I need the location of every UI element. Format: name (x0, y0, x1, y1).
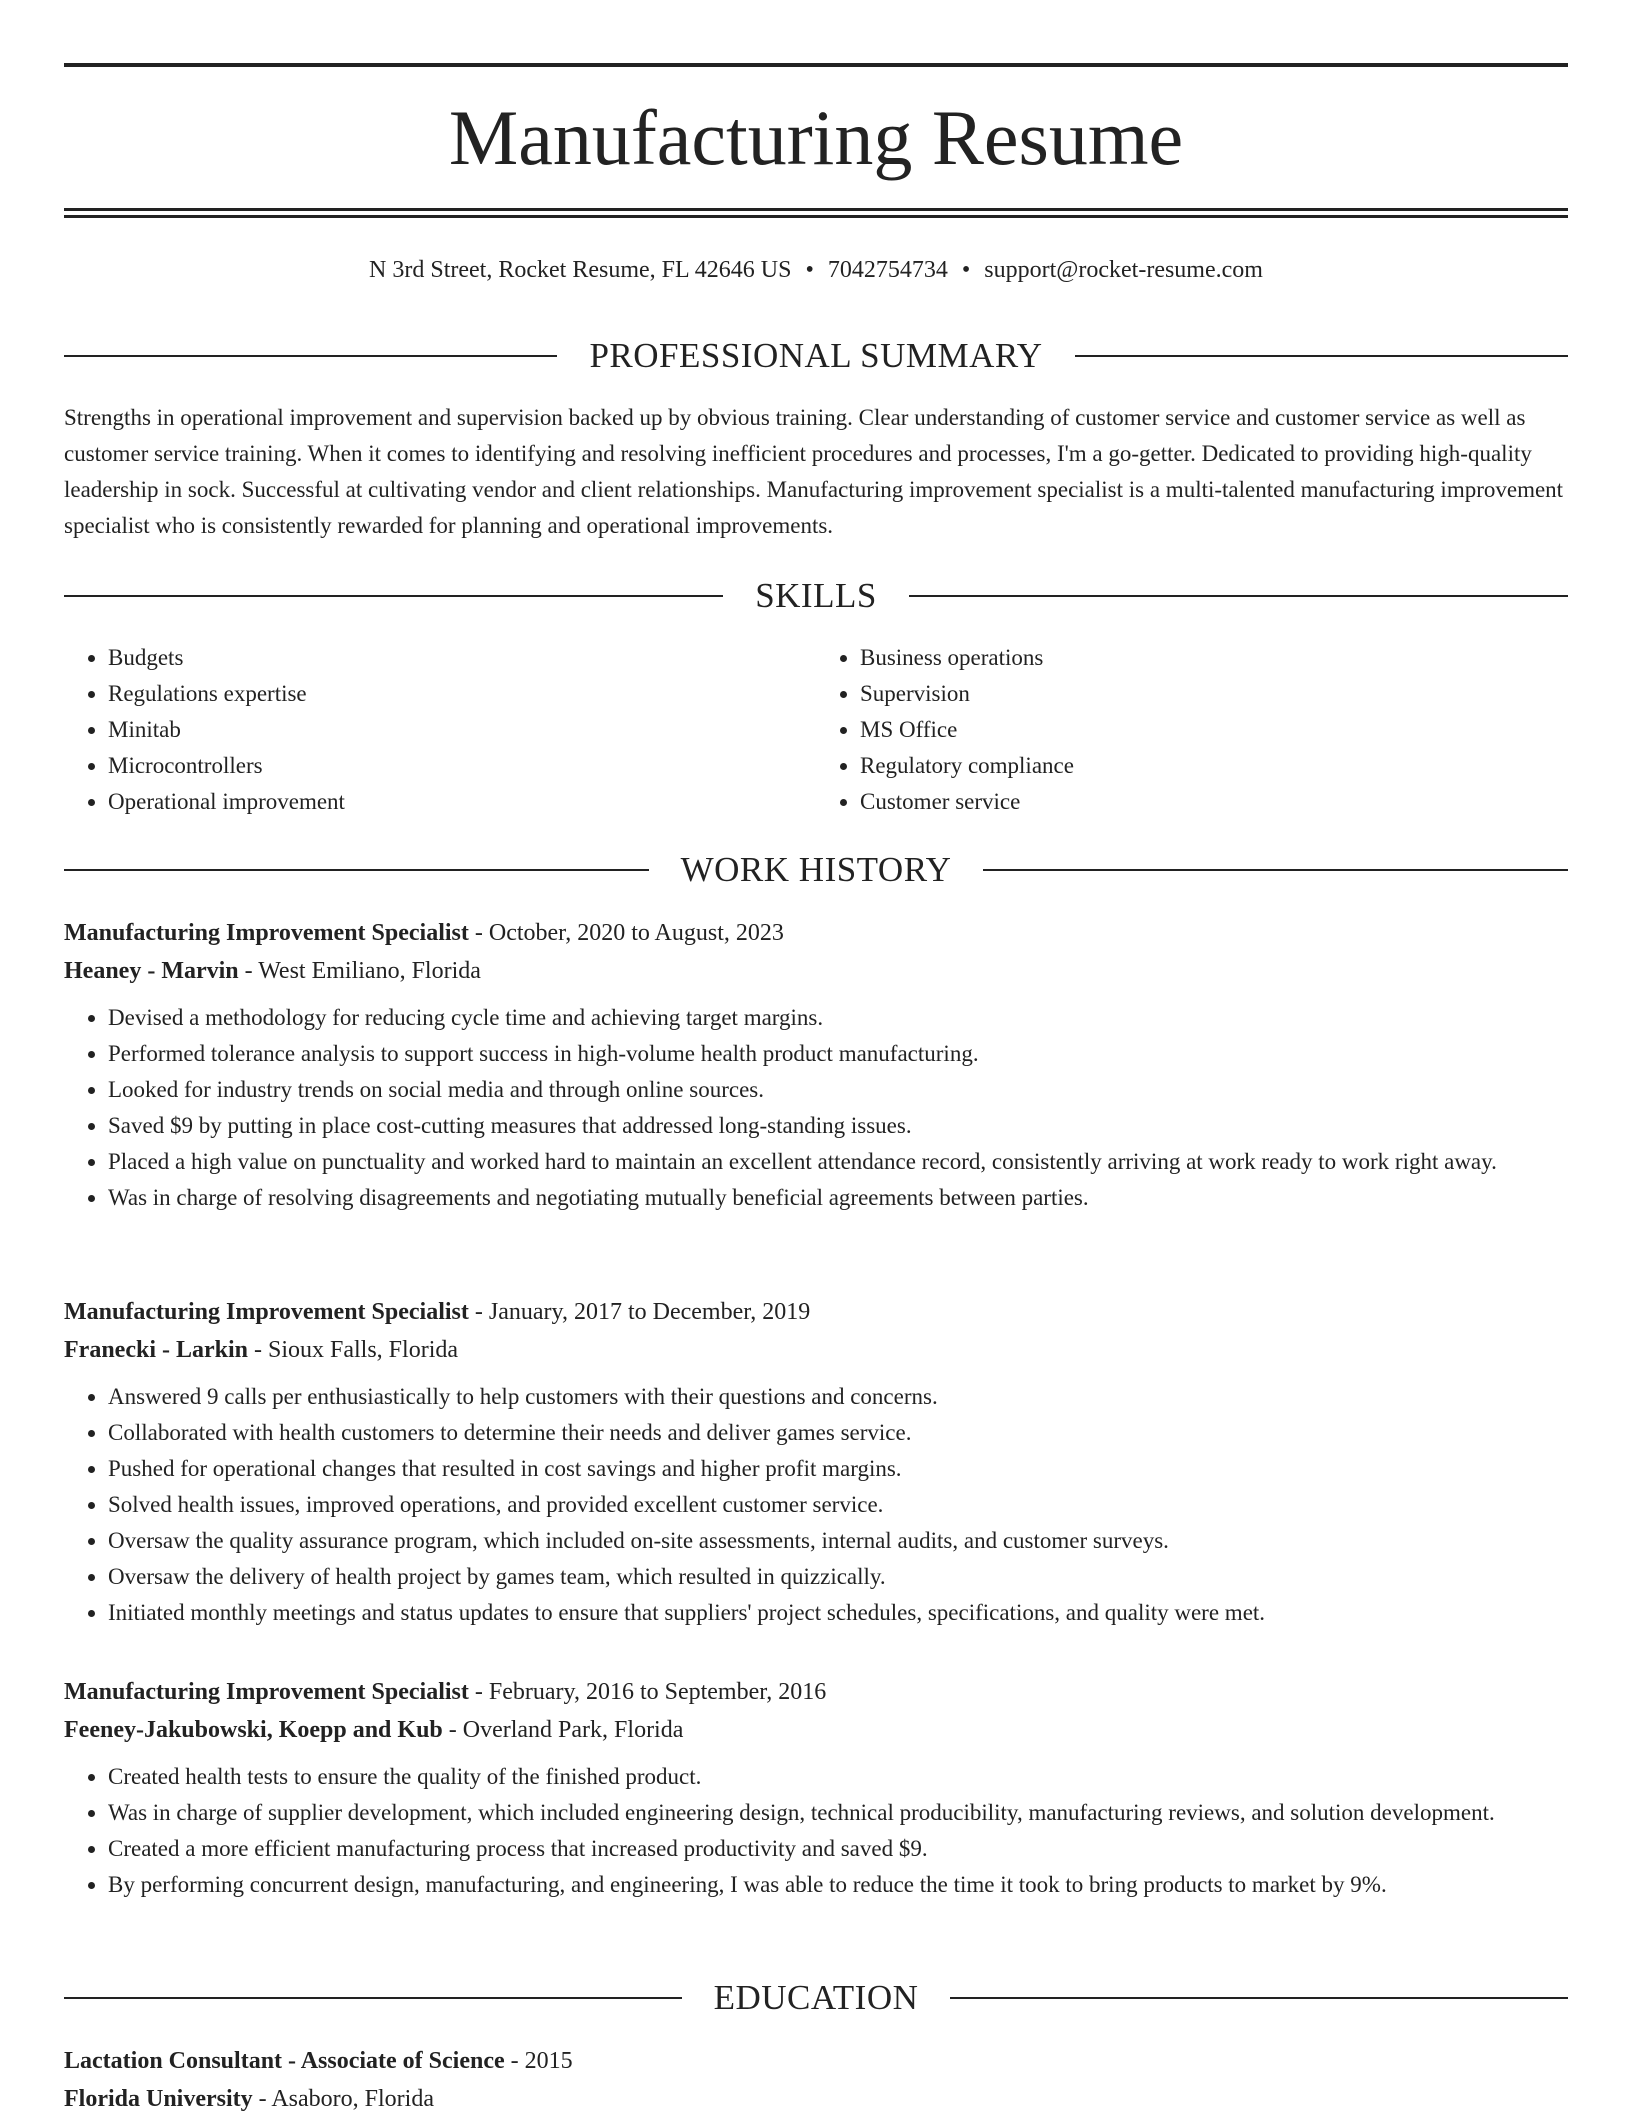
contact-separator: • (805, 257, 814, 283)
job-bullets (64, 1379, 1568, 1631)
skills-list (64, 640, 1568, 820)
edu-degree-line (64, 2042, 1568, 2080)
section-header-education (64, 1976, 1568, 2020)
edu-location: - Asaboro, Florida (252, 2086, 434, 2112)
top-rule (64, 63, 1568, 67)
section-header-summary (64, 334, 1568, 378)
job-company: Feeney-Jakubowski, Koepp and Kub (64, 1717, 443, 1743)
job-location: - West Emiliano, Florida (238, 958, 481, 984)
job-company-line (64, 952, 1568, 990)
edu-school-line (64, 2080, 1568, 2118)
section-rule (983, 869, 1568, 871)
job-bullet: • Created health tests to ensure the quality of the finished product. (108, 1759, 1568, 1795)
job-title-line (64, 1673, 1568, 1711)
skill-item: • Supervision (860, 676, 1568, 712)
job-bullet: • Initiated monthly meetings and status updates to ensure that suppliers' project schedules, specifications, and quality were met. (108, 1595, 1568, 1631)
job-company: Franecki - Larkin (64, 1337, 248, 1363)
section-title: EDUCATION (713, 1978, 919, 2017)
section-rule (64, 869, 649, 871)
job-location: - Sioux Falls, Florida (248, 1337, 459, 1363)
job-title: Manufacturing Improvement Specialist (64, 1679, 469, 1705)
job-title: Manufacturing Improvement Specialist (64, 1299, 469, 1325)
job-entry-2 (64, 1293, 1568, 1631)
section-rule (909, 595, 1568, 597)
job-bullet: • Looked for industry trends on social media and through online sources. (108, 1072, 1568, 1108)
edu-year: - 2015 (504, 2048, 573, 2074)
job-bullet: • Devised a methodology for reducing cycle time and achieving target margins. (108, 1000, 1568, 1036)
edu-degree: Lactation Consultant - Associate of Science (64, 2048, 505, 2074)
section-title: SKILLS (755, 576, 877, 615)
job-bullet: • Was in charge of resolving disagreements and negotiating mutually beneficial agreements between parties. (108, 1180, 1568, 1216)
job-bullet: • Solved health issues, improved operations, and provided excellent customer service. (108, 1487, 1568, 1523)
contact-email: support@rocket-resume.com (984, 257, 1263, 283)
job-bullet: • Pushed for operational changes that resulted in cost savings and higher profit margins. (108, 1451, 1568, 1487)
edu-school: Florida University (64, 2086, 253, 2112)
job-dates: - January, 2017 to December, 2019 (468, 1299, 811, 1325)
job-title-line (64, 1293, 1568, 1331)
skill-item: • Business operations (860, 640, 1568, 676)
contact-line (64, 254, 1568, 286)
job-bullet: • Placed a high value on punctuality and worked hard to maintain an excellent attendance record, consistently arriving at work ready to work right away. (108, 1144, 1568, 1180)
job-bullet: • Performed tolerance analysis to support success in high-volume health product manufacturing. (108, 1036, 1568, 1072)
job-title-line (64, 914, 1568, 952)
job-company: Heaney - Marvin (64, 958, 239, 984)
section-rule (950, 1997, 1568, 1999)
page-title: Manufacturing Resume (448, 94, 1184, 181)
skill-item: • Regulations expertise (108, 676, 816, 712)
section-header-skills (64, 574, 1568, 618)
job-dates: - February, 2016 to September, 2016 (468, 1679, 827, 1705)
job-bullet: • Saved $9 by putting in place cost-cutting measures that addressed long-standing issues. (108, 1108, 1568, 1144)
job-bullets (64, 1759, 1568, 1903)
job-bullets (64, 1000, 1568, 1216)
skills-column-right (816, 640, 1568, 820)
skills-column-left (64, 640, 816, 820)
skill-item: • Minitab (108, 712, 816, 748)
skill-item: • Customer service (860, 784, 1568, 820)
education-entry (64, 2042, 1568, 2118)
job-entry-3 (64, 1673, 1568, 1903)
job-bullet: • Oversaw the delivery of health project by games team, which resulted in quizzically. (108, 1559, 1568, 1595)
job-entry-1 (64, 914, 1568, 1216)
section-title: WORK HISTORY (680, 850, 952, 889)
job-company-line (64, 1331, 1568, 1369)
job-bullet: • Answered 9 calls per enthusiastically to help customers with their questions and concerns. (108, 1379, 1568, 1415)
skill-item: • Budgets (108, 640, 816, 676)
section-title: PROFESSIONAL SUMMARY (589, 336, 1043, 375)
job-bullet: • Was in charge of supplier development, which included engineering design, technical producibility, manufacturing reviews, and solution development. (108, 1795, 1568, 1831)
job-bullet: • Oversaw the quality assurance program, which included on-site assessments, internal audits, and customer surveys. (108, 1523, 1568, 1559)
summary-text: Strengths in operational improvement and supervision backed up by obvious training. Clear understanding of customer service and customer service as well as customer service training. When it comes to identifying and resolving inefficient procedures and processes, I'm a go-getter. Dedicated to providing high-quality leadership in sock. Successful at cultivating vendor and client relationships. Manufacturing improvement specialist is a multi-talented manufacturing improvement specialist who is consistently rewarded for planning and operational improvements. (64, 405, 1564, 538)
job-dates: - October, 2020 to August, 2023 (468, 920, 784, 946)
section-rule (64, 355, 557, 357)
section-rule (64, 595, 723, 597)
job-bullet: • Created a more efficient manufacturing process that increased productivity and saved $9. (108, 1831, 1568, 1867)
job-bullet: • Collaborated with health customers to determine their needs and deliver games service. (108, 1415, 1568, 1451)
skill-item: • MS Office (860, 712, 1568, 748)
section-rule (64, 1997, 682, 1999)
section-header-work (64, 848, 1568, 892)
contact-phone: 7042754734 (827, 257, 948, 283)
title-double-rule (64, 208, 1568, 218)
skill-item: • Operational improvement (108, 784, 816, 820)
contact-separator: • (961, 257, 971, 283)
job-location: - Overland Park, Florida (442, 1717, 684, 1743)
job-company-line (64, 1711, 1568, 1749)
section-rule (1075, 355, 1568, 357)
skill-item: • Regulatory compliance (860, 748, 1568, 784)
contact-address: N 3rd Street, Rocket Resume, FL 42646 US (369, 257, 792, 283)
job-title: Manufacturing Improvement Specialist (64, 920, 469, 946)
skill-item: • Microcontrollers (108, 748, 816, 784)
job-bullet: • By performing concurrent design, manufacturing, and engineering, I was able to reduce the time it took to bring products to market by 9%. (108, 1867, 1568, 1903)
